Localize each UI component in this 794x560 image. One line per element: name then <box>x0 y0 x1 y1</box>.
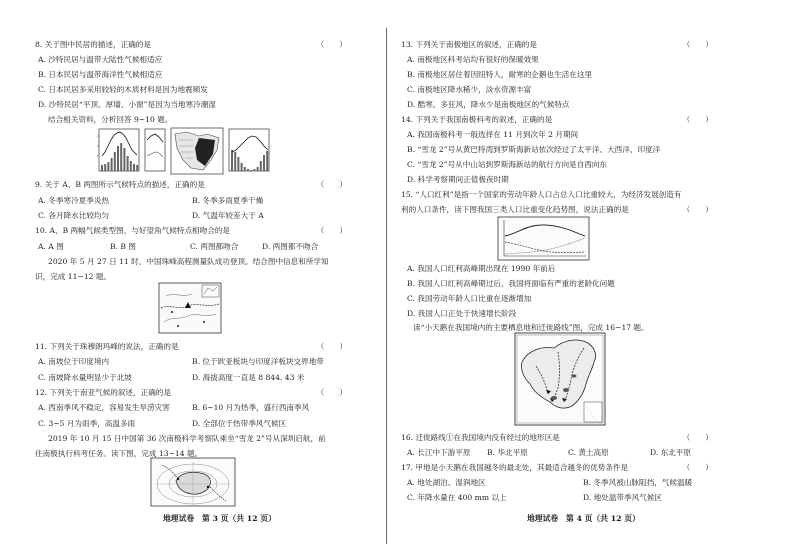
habitat-marker <box>563 388 569 392</box>
q15-option-a: A. 我国人口红利高峰期出现在 1990 年前后 <box>407 264 556 273</box>
climate-chart-a <box>97 129 139 171</box>
answer-blank: （ ） <box>682 463 713 472</box>
q17-option-a: A. 地处湖泊、湿润地区 <box>407 478 486 487</box>
answer-blank: （ ） <box>682 433 713 442</box>
q12-option-d: D. 全部位于热带季风气候区 <box>192 419 287 428</box>
answer-blank: （ ） <box>316 180 347 189</box>
q16-option-d: D. 东北平原 <box>650 448 692 457</box>
q8-option-c: C. 日本民居多采用较轻的木质材料是因为地震频发 <box>38 85 208 94</box>
q12-option-a: A. 西南季风不稳定，容易发生旱涝灾害 <box>38 403 170 412</box>
q11-option-d: D. 海拔高度一直是 8 844. 43 米 <box>192 373 305 382</box>
q10-option-c: C. 两图都吻合 <box>190 242 239 251</box>
q13-option-b: B. 南极地区居住着因纽特人，耐寒的企鹅也生活在这里 <box>407 70 593 79</box>
intro-11-12-line-2: 识，完成 11~12 题。 <box>35 272 112 281</box>
question-text: 17. 甲地是小天鹅在我国越冬的最北处，其最适合越冬的优势条件是 <box>401 463 629 472</box>
question-13-stem <box>401 40 713 50</box>
q12-option-c: C. 3~5 月为雨季，高温多雨 <box>38 419 136 428</box>
q14-option-d: D. 科学考察期间正值极夜时期 <box>407 175 509 184</box>
q9-option-d: D. 气温年较差大于 A <box>192 211 264 220</box>
q15-option-c: C. 我国劳动年龄人口比重在逐渐增加 <box>407 294 532 303</box>
q16-option-b: B. 华北平原 <box>487 448 528 457</box>
q9-option-c: C. 各月降水比较均匀 <box>38 211 110 220</box>
intro-11-12-line-1: 2020 年 5 月 27 日 11 时，中国珠峰高程测量队成功登顶。结合图中信息和所学知 <box>48 257 329 266</box>
question-text: 10. A、B 两幅气候类型图，与好望角气候特点相吻合的是 <box>35 226 231 235</box>
q10-option-a: A. A 图 <box>38 242 64 251</box>
q17-option-d: D. 地处温带季风气候区 <box>583 493 662 502</box>
page-divider <box>386 28 387 544</box>
q10-option-b: B. B 图 <box>110 242 136 251</box>
answer-blank: （ ） <box>682 40 713 49</box>
q9-option-b: B. 冬季多雨夏季干燥 <box>192 196 264 205</box>
q17-option-b: B. 冬季风被山脉阻挡，气候温暖 <box>583 478 693 487</box>
climate-chart-b <box>145 129 165 171</box>
question-15-stem-line-1 <box>401 190 713 200</box>
q14-option-c: C. “雪龙 2”号从中山站到罗斯海新站的航行方向是自西向东 <box>407 160 608 169</box>
q8-option-a: A. 沙特民居与温带大陆性气候相适应 <box>38 55 163 64</box>
question-14-stem <box>401 115 713 125</box>
page-footer: 地理试卷 第 4 页（共 12 页） <box>527 514 640 523</box>
q8-option-b: B. 日本民居与温带海洋性气候相适应 <box>38 70 163 79</box>
everest-map-figure <box>158 282 222 334</box>
question-15-stem-line-2 <box>401 205 713 215</box>
q13-option-d: D. 酷寒，多狂风，降水少是南极地区的气候特点 <box>407 100 570 109</box>
question-text: 利的人口条件，读下图我国三类人口比重变化趋势图，说法正确的是 <box>401 205 629 214</box>
q11-option-b: B. 位于欧亚板块与印度洋板块交界地带 <box>192 357 324 366</box>
question-text: 9. 关于 A、B 两图所示气候特点的描述，正确的是 <box>35 180 205 189</box>
q9-option-a: A. 冬季寒冷夏季炎热 <box>38 196 110 205</box>
page-footer: 地理试卷 第 3 页（共 12 页） <box>163 514 276 523</box>
answer-blank: （ ） <box>316 40 347 49</box>
q14-option-b: B. “雪龙 2”号从黄巴特湾到罗斯海新站依次经过了太平洋、大西洋、印度洋 <box>407 145 661 154</box>
question-text: 11. 下列关于珠穆朗玛峰的说法，正确的是 <box>35 342 179 351</box>
q13-option-c: C. 南极地区降水稀少，淡水资源丰富 <box>407 85 532 94</box>
answer-blank: （ ） <box>682 115 713 124</box>
question-16-stem <box>401 433 713 443</box>
answer-blank: （ ） <box>316 226 347 235</box>
q13-option-a: A. 南极地区科考站均有很好的保暖效果 <box>407 55 539 64</box>
answer-blank: （ ） <box>682 205 713 214</box>
question-17-stem <box>401 463 713 473</box>
question-text: 8. 关于图中民居的描述，正确的是 <box>35 40 151 49</box>
q16-option-c: C. 黄土高原 <box>568 448 609 457</box>
answer-blank: （ ） <box>316 388 347 397</box>
question-text: 12. 下列关于南亚气候的叙述，正确的是 <box>35 388 171 397</box>
intro-16-17: 读“小天鹅在我国境内的主要栖息地和迁徙路线”图，完成 16~17 题。 <box>413 323 649 332</box>
antarctica-map-figure <box>150 457 236 507</box>
q10-option-d: D. 两图都不吻合 <box>262 242 319 251</box>
question-text: 14. 下列关于我国南极科考的叙述，正确的是 <box>401 115 553 124</box>
q17-option-c: C. 年降水量在 400 mm 以上 <box>407 493 507 502</box>
q12-option-b: B. 6~10 月为热季，盛行西南季风 <box>192 403 310 412</box>
q11-option-a: A. 南坡位于印度境内 <box>38 357 110 366</box>
climate-chart-c <box>229 129 269 171</box>
q8-option-d: D. 沙特民居“平顶、厚墙、小窗”是因为当地寒冷潮湿 <box>38 100 216 109</box>
region-map <box>171 128 223 174</box>
swan-migration-map-figure <box>514 332 606 426</box>
question-8-stem <box>35 40 347 50</box>
question-text: 16. 迁徙路线①在我国境内没有经过的地形区是 <box>401 433 560 442</box>
climate-charts-figure <box>95 126 273 176</box>
question-text: 13. 下列关于南极地区的叙述，正确的是 <box>401 40 537 49</box>
intro-9-10: 结合相关资料，分析回答 9~10 题。 <box>48 115 173 124</box>
question-11-stem <box>35 342 347 352</box>
question-12-stem <box>35 388 347 398</box>
question-9-stem <box>35 180 347 190</box>
question-text: 15. “人口红利”是指一个国家的劳动年龄人口占总人口比重较大，为经济发展创造有 <box>401 190 682 199</box>
south-china-sea-inset <box>584 402 602 422</box>
q11-option-c: C. 南坡降水量明显少于北坡 <box>38 373 132 382</box>
population-trend-figure <box>497 216 590 261</box>
q16-option-a: A. 长江中下游平原 <box>407 448 471 457</box>
station-dot <box>177 478 179 480</box>
q15-option-b: B. 我国人口红利高峰期过后，我国将面临有严重的老龄化问题 <box>407 279 615 288</box>
question-10-stem <box>35 226 347 236</box>
answer-blank: （ ） <box>316 342 347 351</box>
intro-13-14-line-1: 2019 年 10 月 15 日中国第 36 次南极科学考察队乘坐“雪龙 2”号从深圳启航，前 <box>48 434 326 443</box>
q15-option-d: D. 我国人口正处于快速增长阶段 <box>407 309 517 318</box>
intro-13-14-line-2: 往南极执行科考任务。读下图，完成 13~14 题。 <box>35 449 203 458</box>
q14-option-a: A. 我国南极科考一般选择在 11 月到次年 2 月期间 <box>407 130 579 139</box>
